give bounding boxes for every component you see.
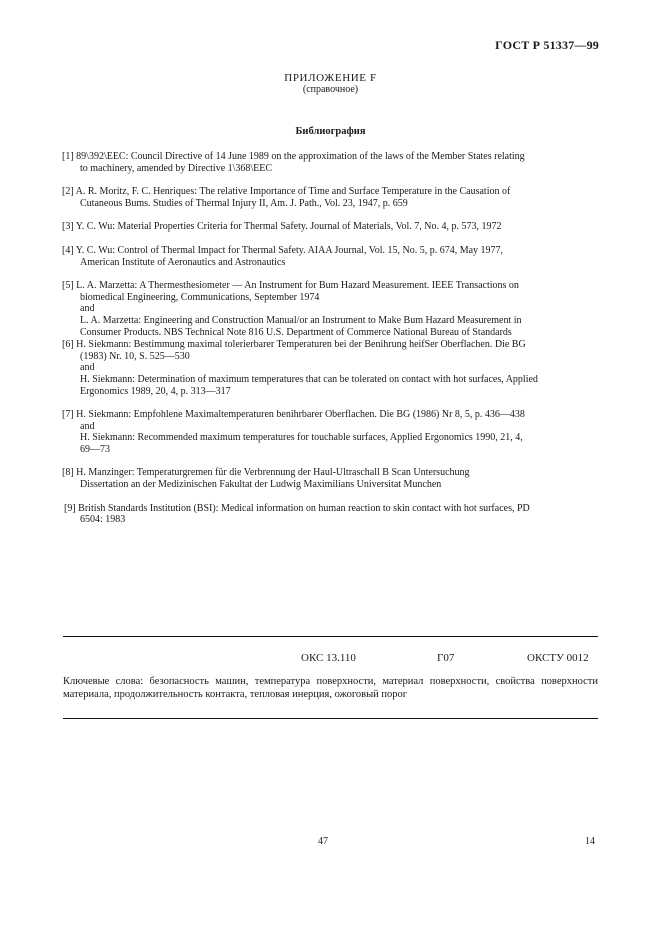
reference-line: 69—73 — [80, 443, 110, 455]
reference-line: and — [80, 362, 95, 374]
reference-line: H. Siekmann: Determination of maximum temperatures that can be tolerated on contact with hot surfaces, Applied — [80, 373, 538, 385]
appendix-subtitle: (справочное) — [302, 84, 359, 95]
reference-line: to machinery, amended by Directive 1\368\EEC — [80, 162, 273, 174]
reference-line: [9] British Standards Institution (BSI): Medical information on human reaction to skin contact with hot surfaces, PD — [64, 502, 530, 514]
reference-line: Dissertation an der Medizinischen Fakultat der Ludwig Maximilians Universitat Munchen — [80, 479, 442, 491]
bibliography-heading: Библиография — [295, 126, 366, 137]
reference-line: biomedical Engineering, Communications, September 1974 — [80, 291, 320, 303]
reference-line: American Institute of Aeronautics and Astronautics — [80, 256, 286, 268]
page-number-left: 47 — [318, 836, 328, 847]
reference-item — [62, 409, 598, 455]
reference-line: [5] L. A. Marzetta: A Thermesthesiometer — An Instrument for Bum Hazard Measurement. IEEE Transactions on — [62, 280, 519, 292]
group-code: Г07 — [437, 652, 455, 664]
appendix-title: ПРИЛОЖЕНИЕ F — [284, 72, 377, 84]
reference-line: H. Siekmann: Recommended maximum temperatures for touchable surfaces, Applied Ergonomics 1990, 21, 4, — [80, 432, 523, 444]
reference-item — [62, 339, 598, 397]
divider-bottom — [63, 718, 598, 719]
reference-item — [62, 245, 598, 268]
reference-line: and — [80, 303, 95, 315]
reference-item — [62, 221, 598, 233]
reference-line: [4] Y. C. Wu: Control of Thermal Impact for Thermal Safety. AIAA Journal, Vol. 15, No. 5, p. 674, May 1977, — [62, 244, 504, 256]
standard-code: ГОСТ Р 51337—99 — [495, 38, 599, 52]
reference-line: (1983) Nr. 10, S. 525—530 — [80, 350, 190, 362]
reference-line: [1] 89\392\EEC: Council Directive of 14 June 1989 on the approximation of the laws of the Member States relating — [62, 151, 525, 162]
divider-top — [63, 636, 598, 637]
reference-line: and — [80, 420, 95, 432]
reference-list — [62, 151, 598, 526]
reference-line: [8] H. Manzinger: Temperaturgremen für die Verbrennung der Haul-Ultraschall B Scan Untersuchung — [62, 467, 470, 479]
reference-item — [62, 186, 598, 209]
reference-line: Ergonomics 1989, 20, 4, p. 313—317 — [80, 385, 231, 397]
okc-code: ОКС 13.110 — [301, 652, 356, 664]
reference-line: [3] Y. C. Wu: Material Properties Criteria for Thermal Safety. Journal of Materials, Vol. 7, No. 4, p. 573, 1972 — [62, 221, 502, 233]
reference-line: [6] H. Siekmann: Bestimmung maximal tolerierbarer Temperaturen bei der Benihrung heifSer Oberflachen. Die BG — [62, 339, 526, 351]
reference-line: L. A. Marzetta: Engineering and Construction Manual/or an Instrument to Make Bum Hazard Measurement in — [80, 314, 522, 326]
reference-item — [62, 503, 598, 526]
reference-line: [2] A. R. Moritz, F. C. Henriques: The relative Importance of Time and Surface Temperature in the Causation of — [62, 186, 511, 198]
reference-item — [62, 151, 598, 174]
reference-line: [7] H. Siekmann: Empfohlene Maximaltemperaturen benihrbarer Oberflachen. Die BG (1986) Nr 8, 5, p. 436—438 — [62, 409, 525, 421]
reference-line: Consumer Products. NBS Technical Note 816 U.S. Department of Commerce National Bureau of Standards — [80, 326, 512, 338]
reference-item — [62, 280, 598, 338]
reference-line: 6504: 1983 — [80, 514, 126, 526]
page-number-right: 14 — [585, 836, 595, 847]
reference-item — [62, 467, 598, 490]
okstu-code: ОКСТУ 0012 — [527, 652, 589, 664]
reference-line: Cutaneous Bums. Studies of Thermal Injury II, Am. J. Path., Vol. 23, 1947, p. 659 — [80, 197, 408, 209]
keywords-text: Ключевые слова: безопасность машин, температура поверхности, материал поверхности, свойства поверхности материала, продолжительность контакта, тепловая инерция, ожоговый порог — [63, 676, 598, 700]
